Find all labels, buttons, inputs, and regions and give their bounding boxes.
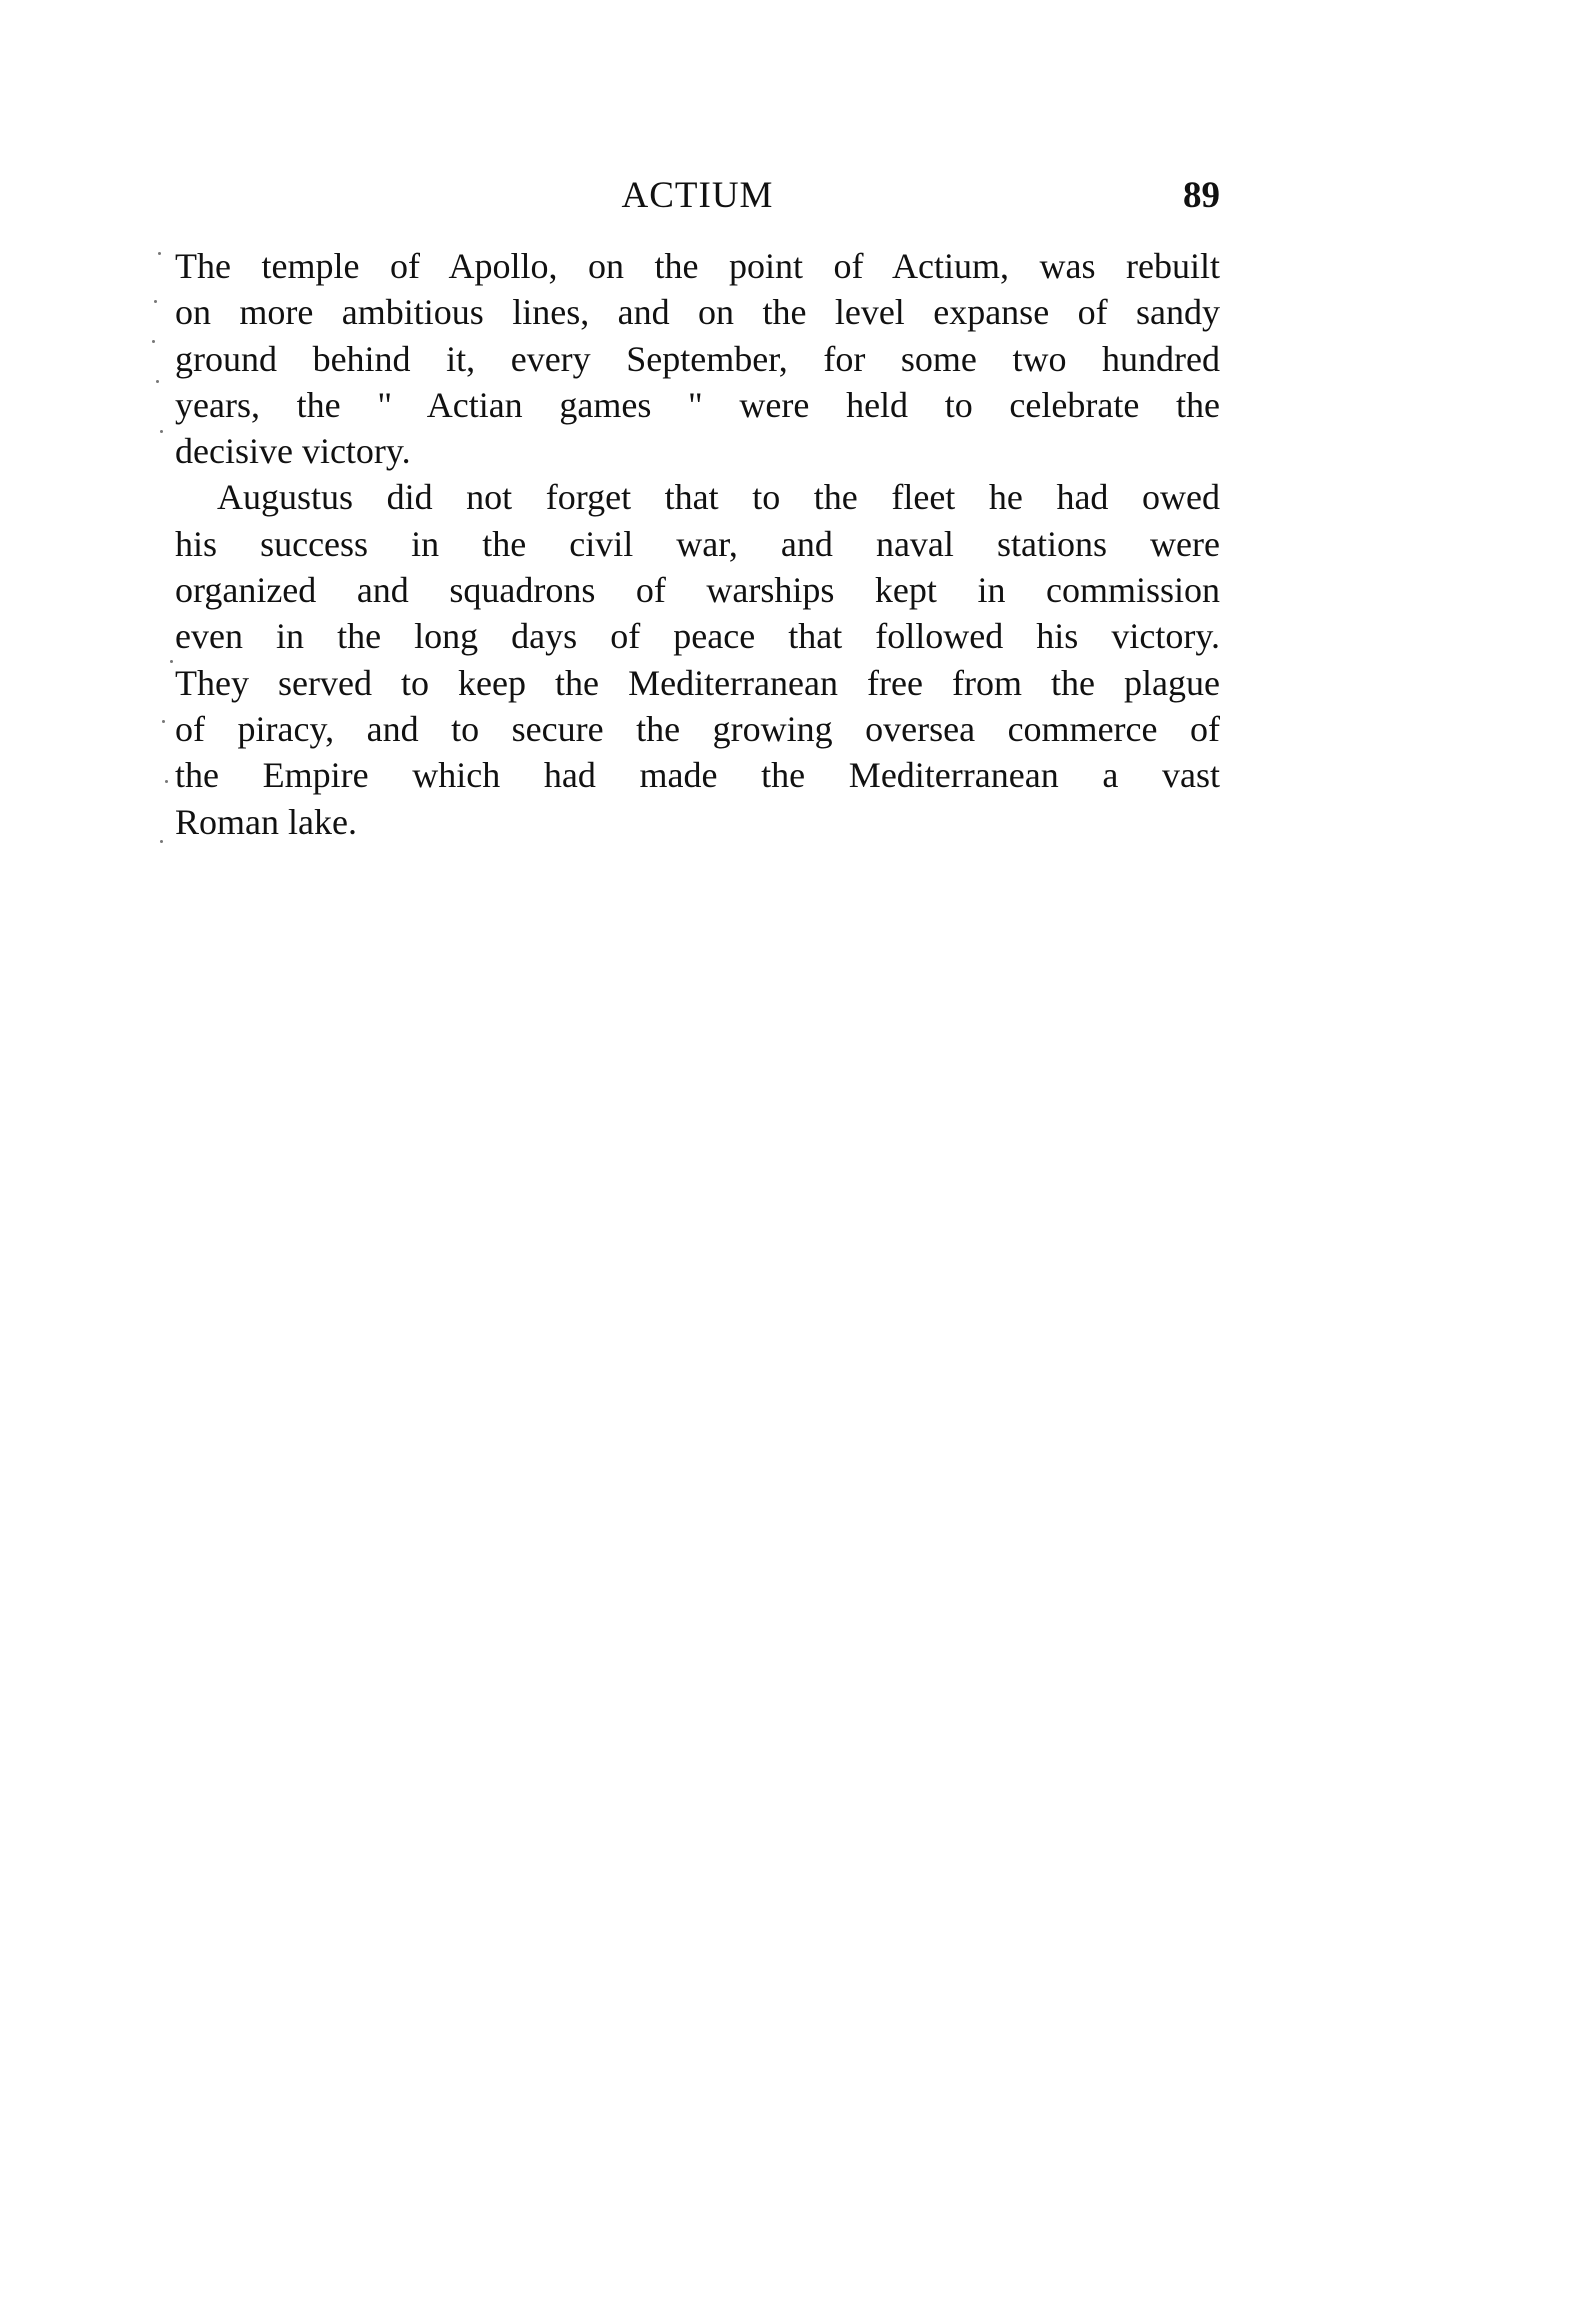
- text-line: years, the " Actian games " were held to celebrate the: [175, 384, 1220, 425]
- text-line: Augustus did not forget that to the fleet he had owed: [217, 477, 1220, 518]
- paragraph-2: [175, 474, 1220, 844]
- text-line: The temple of Apollo, on the point of Actium, was rebuilt: [175, 246, 1220, 286]
- text-line: his success in the civil war, and naval stations were: [175, 523, 1220, 564]
- running-head: [175, 168, 1220, 224]
- body-text: [175, 243, 1220, 845]
- chapter-title: ACTIUM: [621, 175, 774, 216]
- text-line: organized and squadrons of warships kept in commission: [175, 570, 1220, 611]
- text-line: They served to keep the Mediterranean free from the plague: [175, 662, 1220, 703]
- text-line: Roman lake.: [175, 801, 357, 842]
- page-number: 89: [1183, 175, 1220, 216]
- text-line: on more ambitious lines, and on the level expanse of sandy: [175, 292, 1220, 333]
- text-line: decisive victory.: [175, 431, 411, 472]
- text-line: the Empire which had made the Mediterranean a vast: [175, 755, 1220, 796]
- text-line: ground behind it, every September, for some two hundred: [175, 338, 1220, 379]
- text-line: even in the long days of peace that followed his victory.: [175, 616, 1220, 657]
- paragraph-1: [175, 243, 1220, 474]
- text-line: of piracy, and to secure the growing oversea commerce of: [175, 708, 1220, 749]
